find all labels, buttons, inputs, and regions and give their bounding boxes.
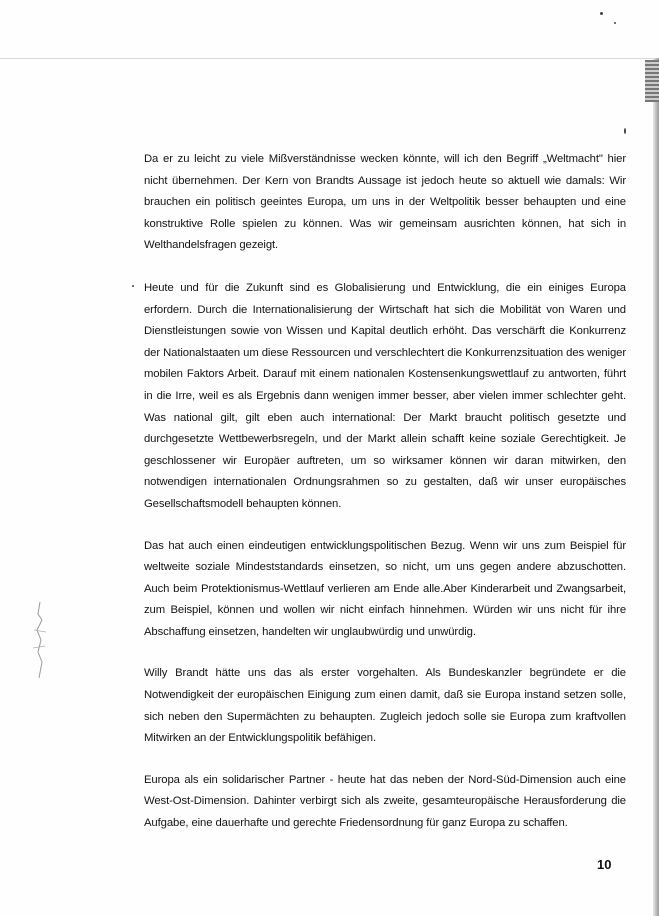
paragraph: Europa als ein solidarischer Partner - heute hat das neben der Nord-Süd-Dimension auch eine West-Ost-Dimension. Dahinter verbirgt sich als zweite, gesamteuropäische Herausforderung die Aufgabe, eine dauerhafte und gerechte Friedensordnung für ganz Europa zu schaffen. <box>144 773 626 830</box>
scan-corner-mark <box>645 60 659 102</box>
page-number: 10 <box>597 857 612 872</box>
scan-edge-top <box>0 58 653 59</box>
scan-speck <box>132 285 134 287</box>
paragraph: Das hat auch einen eindeutigen entwicklungspolitischen Bezug. Wenn wir uns zum Beispiel für weltweite soziale Mindeststandards einsetzen, so nicht, um uns gegen andere abzuschotten. Auch beim Protektionismus-Wettlauf verlieren am Ende alle.Aber Kinderarbeit und Zwangsarbeit, zum Beispiel, können und wollen wir nicht einfach hinnehmen. Würden wir uns nicht für ihre Abschaffung einsetzen, handelten wir unglaubwürdig und unwürdig. <box>144 539 626 638</box>
scan-edge-right <box>653 58 659 916</box>
scan-speck <box>600 12 603 15</box>
paragraph: Da er zu leicht zu viele Mißverständnisse wecken könnte, will ich den Begriff „Weltmacht" hier nicht übernehmen. Der Kern von Brandts Aussage ist jedoch heute so aktuell wie damals: Wir brauchen ein politisch geeintes Europa, um uns in der Weltpolitik besser behaupten und eine konstruktive Rolle spielen zu können. Was wir gemeinsam ausrichten können, hat sich in Welthandelsfragen gezeigt. <box>144 153 626 252</box>
scan-speck <box>614 22 616 24</box>
paragraph: Heute und für die Zukunft sind es Globalisierung und Entwicklung, die ein einiges Europa erfordern. Durch die Internationalisierung der Wirtschaft hat sich die Mobilität von Waren und Dienstleistungen sowie von Wissen und Kapital deutlich erhöht. Das verschärft die Konkurrenz der Nationalstaaten um diese Ressourcen und verschlechtert die Konkurrenzsituation des weniger mobilen Faktors Arbeit. Darauf mit einem nationalen Kostensenkungswettlauf zu antworten, führt in die Irre, weil es als Ergebnis dann wenigen immer besser, aber vielen immer schlechter geht. Was national gilt, gilt eben auch international: Der Markt braucht politisch gesetzte und durchgesetzte Wettbewerbsregeln, und der Markt allein schafft keine soziale Gerechtigkeit. Je geschlossener wir Europäer auftreten, um so wirksamer können wir daran mitwirken, den notwendigen internationalen Ordnungsrahmen so zu gestalten, daß wir unser europäisches Gesellschaftsmodell behaupten können. <box>144 281 626 510</box>
margin-scribble <box>28 600 52 680</box>
scan-speck <box>624 128 626 134</box>
paragraph: Willy Brandt hätte uns das als erster vorgehalten. Als Bundeskanzler begründete er die Notwendigkeit der europäischen Einigung zum einen damit, daß sie Europa instand setzen solle, sich neben den Supermächten zu behaupten. Zugleich jedoch solle sie Europa zum kraftvollen Mitwirken an der Entwicklungspolitik befähigen. <box>144 667 626 745</box>
body-text <box>144 149 626 855</box>
